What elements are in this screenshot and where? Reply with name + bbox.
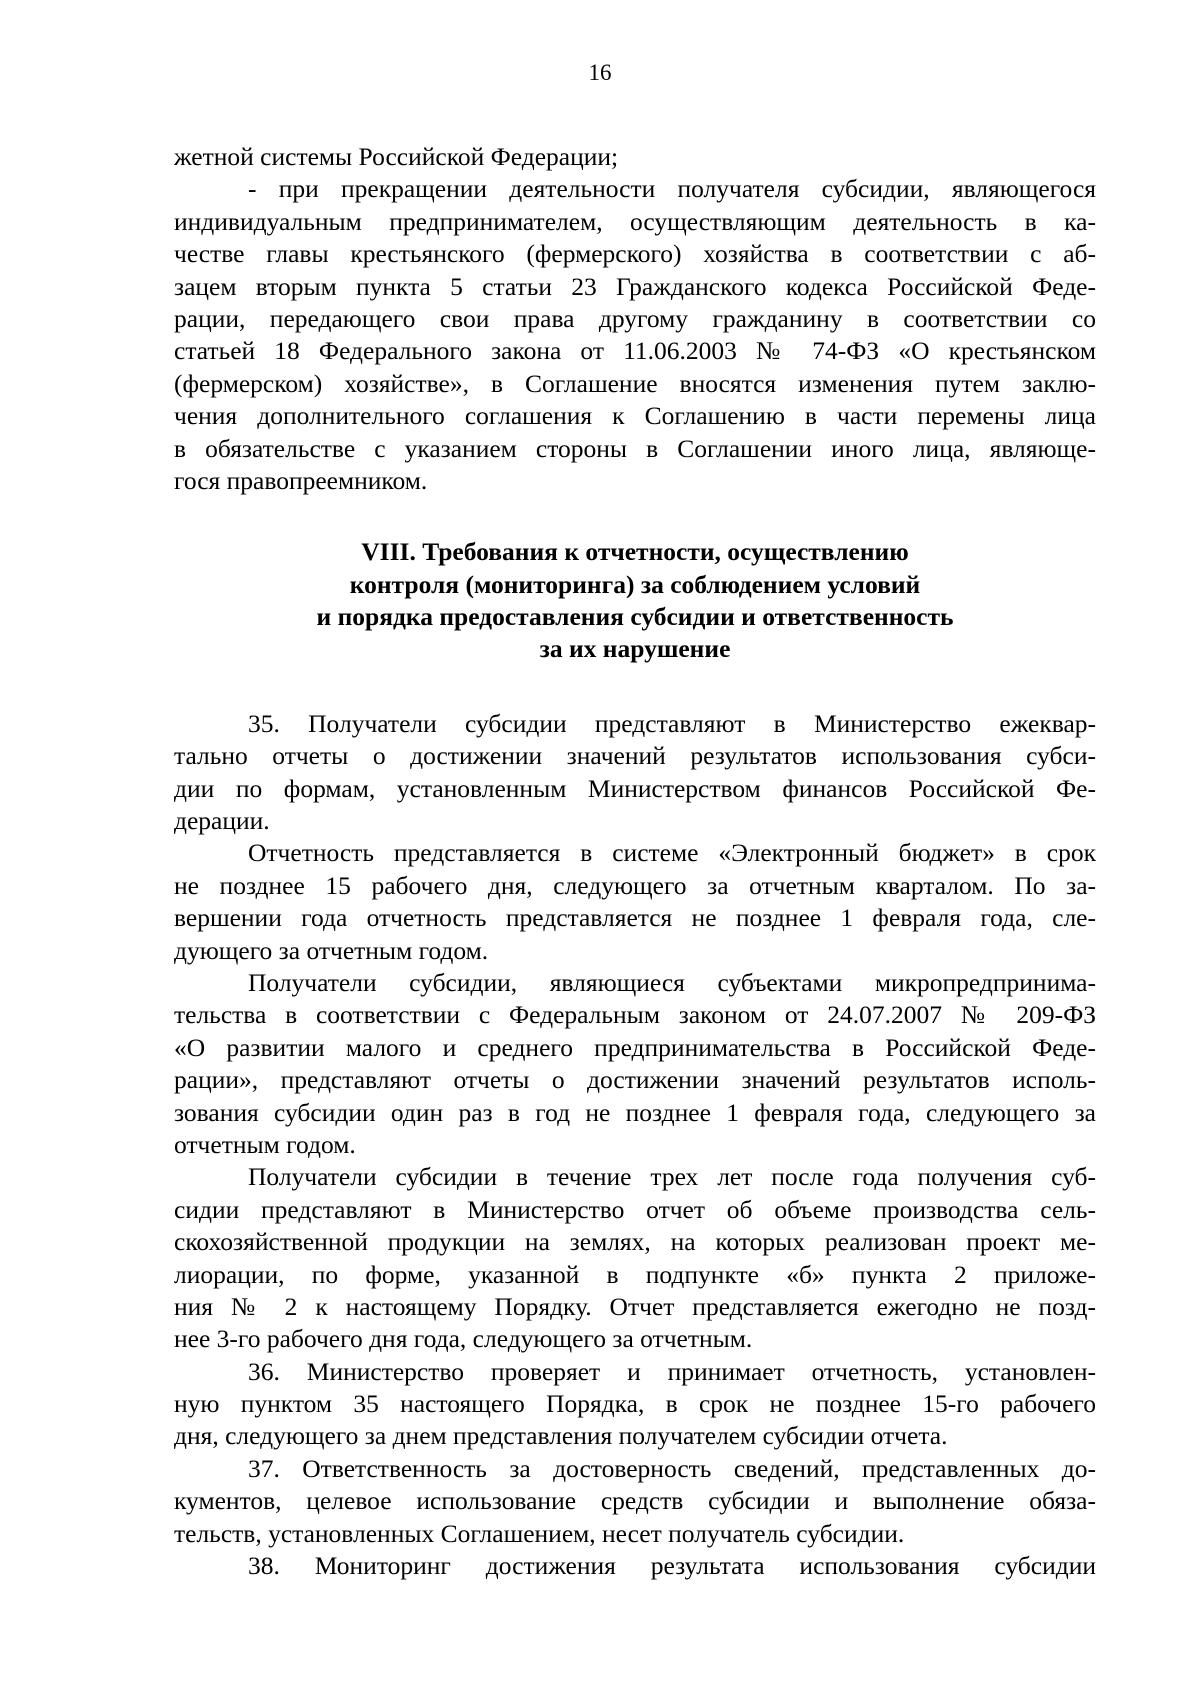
text-line: - при прекращении деятельности получателя субсидии, являющегося [248, 174, 1096, 204]
text-line: статьей 18 Федерального закона от 11.06.2003 № 74-ФЗ «О крестьянском [174, 336, 1096, 366]
text-line: Получатели субсидии в течение трех лет после года получения суб- [248, 1162, 1096, 1192]
text-line: тельств, установленных Соглашением, несет получатель субсидии. [174, 1518, 905, 1548]
text-line: вершении года отчетность представляется не позднее 1 февраля года, сле- [174, 903, 1096, 933]
heading-line: и порядка предоставления субсидии и ответственность [316, 602, 954, 632]
text-line: тельства в соответствии с Федеральным законом от 24.07.2007 № 209-ФЗ [174, 1000, 1096, 1030]
text-line: 38. Мониторинг достижения результата использования субсидии [248, 1551, 1096, 1581]
text-line: отчетным годом. [174, 1129, 356, 1159]
paragraph-block-2 [174, 708, 1096, 1583]
heading-line: контроля (мониторинга) за соблюдением условий [349, 569, 921, 599]
text-line: ную пунктом 35 настоящего Порядка, в срок не позднее 15-го рабочего [174, 1389, 1096, 1419]
text-line: дня, следующего за днем представления получателем субсидии отчета. [174, 1421, 948, 1451]
text-line: Получатели субсидии, являющиеся субъектами микропредпринима- [248, 967, 1096, 997]
text-line: дии по формам, установленным Министерством финансов Российской Фе- [174, 773, 1096, 803]
document-body [174, 141, 1096, 1582]
paragraph-block-1 [174, 141, 1096, 497]
text-line: в обязательстве с указанием стороны в Соглашении иного лица, являюще- [174, 433, 1096, 463]
text-line: нее 3-го рабочего дня года, следующего за отчетным. [174, 1324, 753, 1354]
text-line: чения дополнительного соглашения к Соглашению в части перемены лица [174, 401, 1096, 431]
text-line: зацем вторым пункта 5 статьи 23 Гражданского кодекса Российской Феде- [174, 271, 1096, 301]
text-line: рации», представляют отчеты о достижении значений результатов исполь- [174, 1065, 1096, 1095]
text-line: кументов, целевое использование средств субсидии и выполнение обяза- [174, 1486, 1096, 1516]
section-heading [174, 536, 1096, 666]
heading-line: за их нарушение [539, 634, 731, 664]
text-line: ния № 2 к настоящему Порядку. Отчет представляется ежегодно не позд- [174, 1291, 1096, 1321]
text-line: дерации. [174, 806, 270, 836]
text-line: гося правопреемником. [174, 465, 428, 495]
text-line: Отчетность представляется в системе «Электронный бюджет» в срок [248, 838, 1096, 868]
text-line: честве главы крестьянского (фермерского) хозяйства в соответствии с аб- [174, 239, 1096, 269]
text-line: 36. Министерство проверяет и принимает отчетность, установлен- [248, 1356, 1096, 1386]
text-line: жетной системы Российской Федерации; [174, 142, 619, 171]
text-line: (фермерском) хозяйстве», в Соглашение вносятся изменения путем заклю- [174, 368, 1096, 398]
text-line: «О развитии малого и среднего предпринимательства в Российской Феде- [174, 1032, 1096, 1062]
text-line: дующего за отчетным годом. [174, 935, 489, 965]
heading-line: VIII. Требования к отчетности, осуществлению [361, 537, 909, 567]
page-number: 16 [588, 60, 612, 85]
text-line: не позднее 15 рабочего дня, следующего за отчетным кварталом. По за- [174, 870, 1096, 900]
text-line: зования субсидии один раз в год не позднее 1 февраля года, следующего за [174, 1097, 1096, 1127]
text-line: 37. Ответственность за достоверность сведений, представленных до- [248, 1453, 1096, 1483]
text-line: 35. Получатели субсидии представляют в Министерство ежеквар- [248, 708, 1096, 738]
text-line: тально отчеты о достижении значений результатов использования субси- [174, 741, 1096, 771]
text-line: лиорации, по форме, указанной в подпункте «б» пункта 2 приложе- [174, 1259, 1096, 1289]
text-line: индивидуальным предпринимателем, осуществляющим деятельность в ка- [174, 206, 1096, 236]
text-line: сидии представляют в Министерство отчет об объеме производства сель- [174, 1194, 1096, 1224]
text-line: скохозяйственной продукции на землях, на которых реализован проект ме- [174, 1227, 1096, 1257]
text-line: рации, передающего свои права другому гражданину в соответствии со [174, 303, 1096, 333]
